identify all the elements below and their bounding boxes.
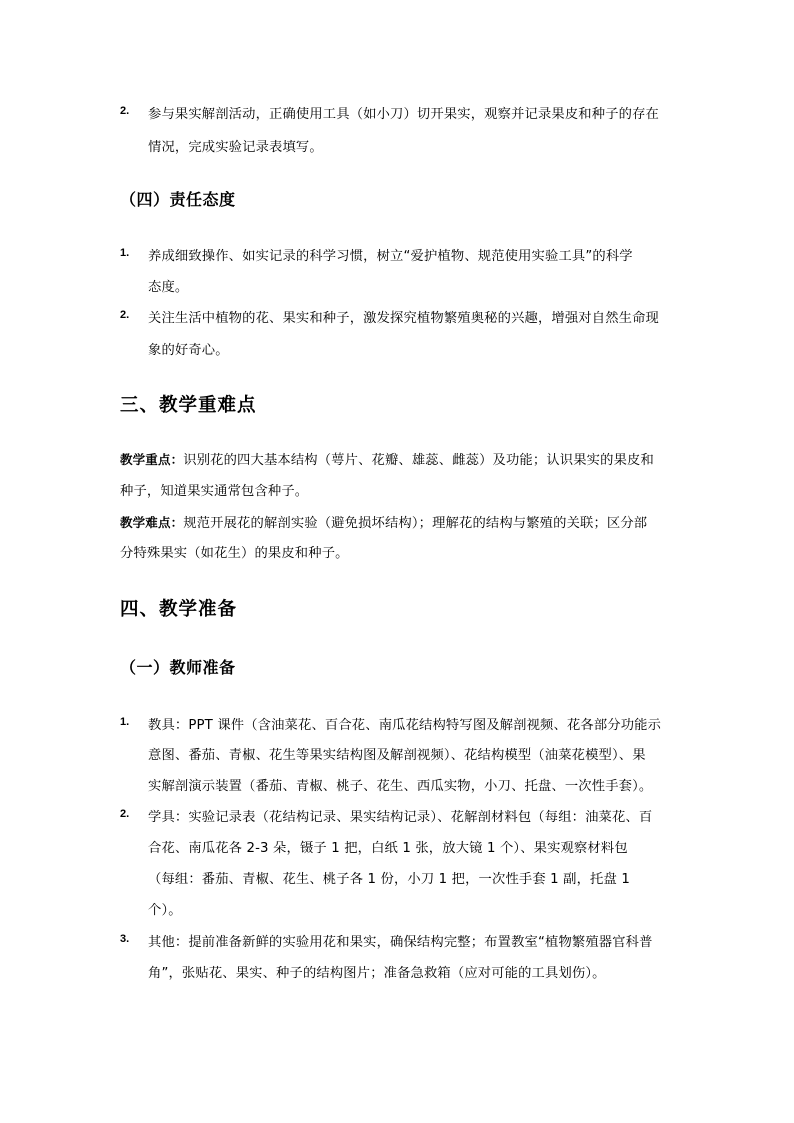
list-item-text: 角”，张贴花、果实、种子的结构图片；准备急救箱（应对可能的工具划伤）。: [148, 966, 606, 981]
list-number: 2.: [120, 808, 130, 820]
section-heading: （四）责任态度: [120, 190, 236, 209]
list-item-text: 养成细致操作、如实记录的科学习惯，树立“爱护植物、规范使用实验工具”的科学: [148, 249, 633, 264]
list-item-text: 学具：实验记录表（花结构记录、果实结构记录）、花解剖材料包（每组：油菜花、百: [148, 810, 653, 825]
list-item-text: 象的好奇心。: [148, 343, 229, 358]
list-item-text: 个）。: [148, 903, 182, 918]
list-number: 2.: [120, 105, 130, 117]
chapter-heading: 三、教学重难点: [120, 395, 257, 416]
list-item-text: 合花、南瓜花各 2-3 朵，镊子 1 把，白纸 1 张，放大镜 1 个）、果实观察材料包: [148, 841, 628, 856]
list-number: 1.: [120, 716, 130, 728]
difficulty-label: 教学难点：: [120, 515, 184, 530]
list-number: 2.: [120, 309, 130, 321]
chapter-heading: 四、教学准备: [120, 599, 238, 620]
list-item-text: 教具：PPT 课件（含油菜花、百合花、南瓜花结构特写图及解剖视频、花各部分功能示: [148, 718, 662, 733]
list-item-text: 情况，完成实验记录表填写。: [148, 140, 323, 155]
key-point-line: [120, 449, 654, 468]
key-point-label: 教学重点：: [120, 452, 184, 467]
difficulty-text: 分特殊果实（如花生）的果皮和种子。: [120, 546, 349, 561]
key-point-text: 识别花的四大基本结构（萼片、花瓣、雄蕊、雌蕊）及功能；认识果实的果皮和: [183, 453, 654, 468]
list-item-text: （每组：番茄、青椒、花生、桃子各 1 份，小刀 1 把，一次性手套 1 副，托盘 1: [148, 872, 630, 887]
difficulty-line: [120, 512, 647, 531]
list-item-text: 参与果实解剖活动，正确使用工具（如小刀）切开果实，观察并记录果皮和种子的存在: [148, 107, 659, 122]
difficulty-text: 规范开展花的解剖实验（避免损坏结构）；理解花的结构与繁殖的关联；区分部: [183, 516, 648, 531]
list-item-text: 态度。: [148, 280, 189, 295]
list-number: 3.: [120, 933, 130, 945]
list-number: 1.: [120, 247, 130, 259]
list-item-text: 其他：提前准备新鲜的实验用花和果实，确保结构完整；布置教室“植物繁殖器官科普: [148, 935, 653, 950]
list-item-text: 关注生活中植物的花、果实和种子，激发探究植物繁殖奥秘的兴趣，增强对自然生命现: [148, 311, 659, 326]
section-heading: （一）教师准备: [120, 658, 236, 677]
key-point-text: 种子，知道果实通常包含种子。: [120, 484, 309, 499]
list-item-text: 意图、番茄、青椒、花生等果实结构图及解剖视频）、花结构模型（油菜花模型）、果: [148, 748, 646, 763]
list-item-text: 实解剖演示装置（番茄、青椒、桃子、花生、西瓜实物，小刀、托盘、一次性手套）。: [148, 779, 653, 794]
